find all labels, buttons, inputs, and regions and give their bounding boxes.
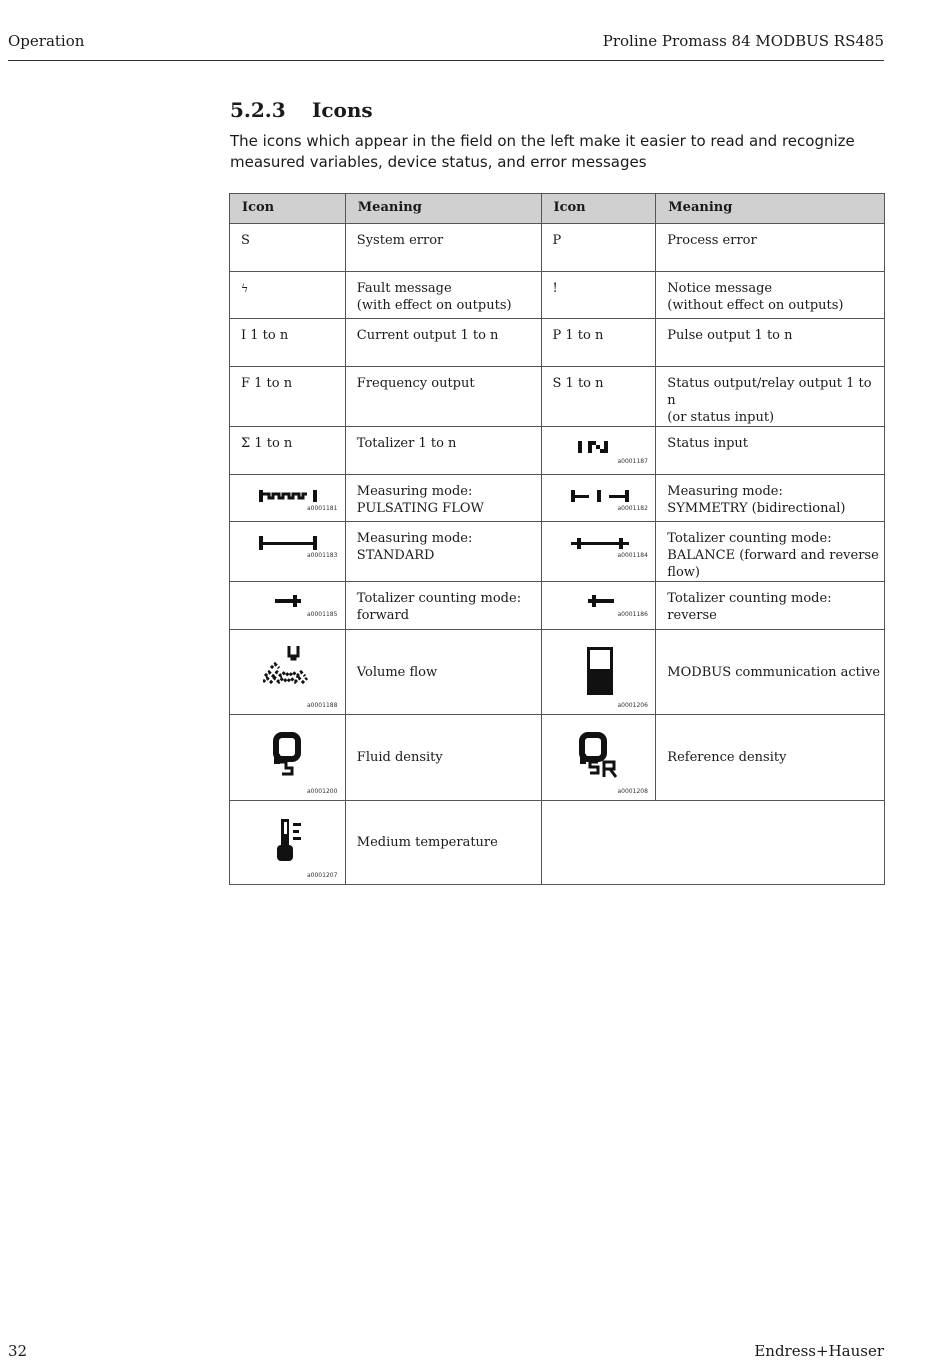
meaning-text: Totalizer counting mode: forward (356, 591, 522, 623)
meaning-text: Current output 1 to n (356, 328, 499, 343)
icon-cell (230, 475, 346, 522)
temperature-icon (275, 819, 303, 863)
meaning-text: Frequency output (356, 376, 475, 391)
table-row (230, 630, 885, 715)
icon-symbol: S (241, 233, 250, 248)
meaning-text: MODBUS communication active (667, 664, 881, 680)
symmetry-icon (571, 488, 629, 504)
table-row (230, 427, 885, 475)
figure-code: a0001187 (617, 458, 648, 465)
figure-code: a0001182 (617, 505, 648, 512)
fluid-density-icon (272, 732, 304, 776)
table-row (230, 367, 885, 427)
figure-code: a0001188 (307, 702, 338, 709)
icon-cell (541, 715, 656, 801)
icon-symbol: S 1 to n (552, 376, 604, 391)
figure-code: a0001186 (617, 611, 648, 618)
meaning-text: Measuring mode: PULSATING FLOW (356, 484, 484, 516)
col-header-meaning: Meaning (345, 194, 541, 224)
table-row (230, 522, 885, 582)
meaning-text: Reference density (667, 750, 787, 765)
meaning-text: Fault message (with effect on outputs) (356, 281, 512, 313)
icon-cell (230, 582, 346, 630)
icon-symbol: P 1 to n (552, 328, 604, 343)
figure-code: a0001200 (307, 788, 338, 795)
col-header-icon: Icon (541, 194, 656, 224)
meaning-text: Pulse output 1 to n (667, 328, 793, 343)
icon-symbol: Σ 1 to n (241, 436, 293, 451)
icon-symbol: ϟ (241, 282, 249, 295)
forward-icon (275, 594, 303, 608)
icons-table (229, 193, 885, 885)
meaning-text: Volume flow (356, 664, 438, 680)
modbus-active-icon (587, 647, 613, 695)
pulsating-flow-icon (259, 488, 317, 504)
meaning-text: Totalizer counting mode: reverse (667, 591, 832, 623)
icon-symbol: ! (552, 281, 558, 296)
icon-symbol: F 1 to n (241, 376, 293, 391)
table-row (230, 319, 885, 367)
section-number: 5.2.3 (230, 98, 286, 122)
figure-code: a0001206 (617, 702, 648, 709)
meaning-text: Status output/relay output 1 to n (or status input) (667, 376, 872, 425)
meaning-text: Measuring mode: STANDARD (356, 531, 473, 563)
balance-icon (571, 535, 629, 551)
table-row (230, 475, 885, 522)
icon-cell (541, 582, 656, 630)
table-header-row (230, 194, 885, 224)
volume-flow-icon (263, 646, 311, 688)
figure-code: a0001183 (307, 552, 338, 559)
figure-code: a0001185 (307, 611, 338, 618)
meaning-text: Notice message (without effect on outputs) (667, 281, 844, 313)
section-intro: The icons which appear in the field on the left make it easier to read and recognize measured variables, device status, and error messages (230, 132, 855, 171)
col-header-icon: Icon (230, 194, 346, 224)
table-row (230, 801, 885, 885)
section-heading: Icons (312, 98, 373, 122)
icon-cell (541, 475, 656, 522)
header-product: Proline Promass 84 MODBUS RS485 (602, 32, 884, 50)
icon-cell (230, 522, 346, 582)
page-number: 32 (8, 1342, 28, 1360)
icon-cell (230, 715, 346, 801)
status-input-icon (578, 441, 622, 455)
header-section: Operation (8, 32, 85, 50)
figure-code: a0001181 (307, 505, 338, 512)
header-rule (8, 60, 884, 61)
table-row (230, 582, 885, 630)
table-row (230, 224, 885, 272)
icon-symbol: P (552, 233, 562, 248)
icon-cell (541, 522, 656, 582)
figure-code: a0001208 (617, 788, 648, 795)
meaning-text: System error (356, 233, 444, 248)
meaning-text: Totalizer counting mode: BALANCE (forward and reverse flow) (667, 531, 879, 580)
icon-cell (541, 427, 656, 475)
icon-cell (230, 630, 346, 715)
empty-cell (541, 801, 885, 885)
figure-code: a0001184 (617, 552, 648, 559)
table-row (230, 272, 885, 319)
standard-mode-icon (259, 535, 317, 551)
reference-density-icon (578, 732, 622, 778)
meaning-text: Totalizer 1 to n (356, 436, 457, 451)
section-title (230, 98, 373, 122)
reverse-icon (586, 594, 614, 608)
footer-brand: Endress+Hauser (754, 1342, 884, 1360)
figure-code: a0001207 (307, 872, 338, 879)
meaning-text: Status input (667, 436, 749, 451)
meaning-text: Process error (667, 233, 757, 248)
icon-cell (541, 630, 656, 715)
col-header-meaning: Meaning (656, 194, 885, 224)
icon-cell (230, 801, 346, 885)
meaning-text: Medium temperature (356, 835, 498, 850)
meaning-text: Fluid density (356, 750, 443, 765)
meaning-text: Measuring mode: SYMMETRY (bidirectional) (667, 484, 846, 516)
icon-symbol: I 1 to n (241, 328, 289, 343)
table-row (230, 715, 885, 801)
